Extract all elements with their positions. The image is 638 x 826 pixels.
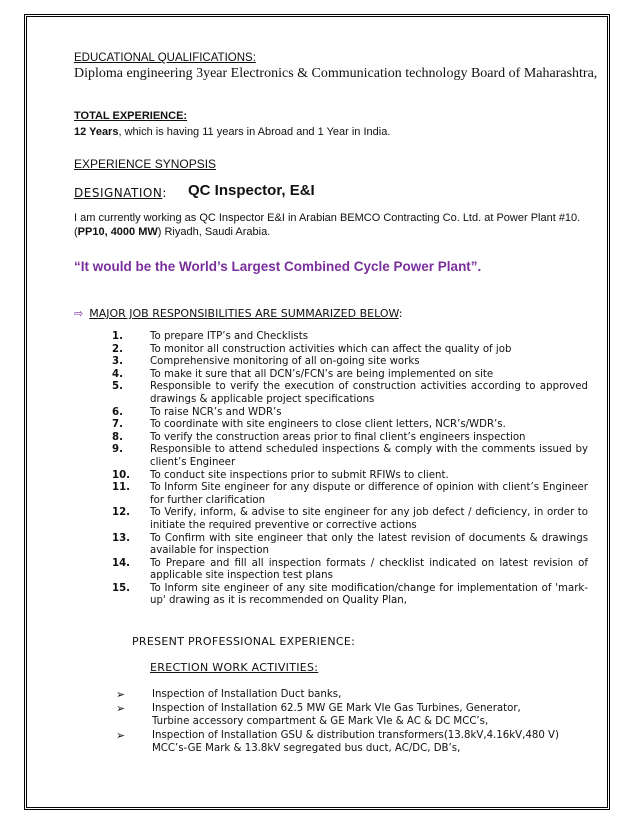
designation-label-text: DESIGNATION bbox=[74, 186, 163, 200]
list-item bbox=[116, 702, 586, 729]
item-number: 5. bbox=[112, 381, 123, 393]
erection-activities-list bbox=[116, 688, 586, 756]
list-item bbox=[104, 470, 588, 483]
item-text: To conduct site inspections prior to submit RFIWs to client. bbox=[150, 469, 449, 481]
item-text: To Inform Site engineer for any dispute or difference of opinion with client’s Engineer for further clarification bbox=[150, 482, 588, 506]
item-text: To raise NCR’s and WDR’s bbox=[150, 406, 282, 418]
item-text: Responsible to verify the execution of construction activities according to approved drawings & applicable project specifications bbox=[150, 381, 588, 405]
item-text: Comprehensive monitoring of all on-going site works bbox=[150, 356, 420, 368]
list-item bbox=[104, 432, 588, 445]
item-line: Inspection of Installation Duct banks, bbox=[152, 689, 342, 700]
item-line-continued: Turbine accessory compartment & GE Mark VIe & AC & DC MCC’s, bbox=[152, 716, 489, 727]
item-line: Inspection of Installation 62.5 MW GE Mark VIe Gas Turbines, Generator, bbox=[152, 702, 521, 714]
list-item bbox=[104, 507, 588, 532]
item-number: 2. bbox=[112, 343, 123, 355]
list-item bbox=[104, 419, 588, 432]
item-number: 11. bbox=[112, 482, 131, 494]
list-item bbox=[104, 583, 588, 608]
item-number: 10. bbox=[112, 469, 131, 481]
erection-activities-heading: ERECTION WORK ACTIVITIES: bbox=[150, 661, 319, 674]
designation-title: QC Inspector, E&I bbox=[188, 182, 315, 199]
item-number: 15. bbox=[112, 582, 131, 594]
item-text: To monitor all construction activities which can affect the quality of job bbox=[150, 343, 512, 355]
list-item bbox=[104, 381, 588, 406]
item-number: 14. bbox=[112, 557, 131, 569]
quote: “It would be the World’s Largest Combined Cycle Power Plant”. bbox=[74, 259, 482, 274]
list-item bbox=[104, 482, 588, 507]
list-item bbox=[116, 688, 586, 702]
designation-colon: : bbox=[162, 186, 167, 200]
list-item bbox=[104, 444, 588, 469]
education-text: Diploma engineering 3year Electronics & Communication technology Board of Maharashtra, bbox=[74, 66, 598, 81]
item-number: 6. bbox=[112, 406, 123, 418]
arrow-bullet-icon: ➢ bbox=[116, 688, 126, 701]
responsibilities-heading bbox=[74, 307, 402, 320]
responsibilities-heading-text: MAJOR JOB RESPONSIBILITIES ARE SUMMARIZED BELOW bbox=[89, 307, 399, 320]
item-number: 9. bbox=[112, 444, 123, 456]
item-number: 8. bbox=[112, 431, 123, 443]
item-number: 12. bbox=[112, 507, 131, 519]
list-item bbox=[104, 369, 588, 382]
item-text: To prepare ITP’s and Checklists bbox=[150, 331, 309, 342]
item-number: 7. bbox=[112, 419, 123, 431]
item-number: 1. bbox=[112, 331, 123, 342]
item-text: To make it sure that all DCN’s/FCN’s are being implemented on site bbox=[150, 368, 494, 380]
arrow-bullet-icon: ➢ bbox=[116, 728, 126, 742]
item-line-continued: MCC’s-GE Mark & 13.8kV segregated bus duct, AC/DC, DB’s, bbox=[152, 743, 461, 754]
experience-heading: TOTAL EXPERIENCE: bbox=[74, 110, 188, 122]
item-text: To Prepare and fill all inspection formats / checklist indicated on latest revision of applicable site inspection test plans bbox=[150, 557, 588, 582]
designation-label bbox=[74, 186, 167, 200]
list-item bbox=[104, 533, 588, 558]
experience-detail: , which is having 11 years in Abroad and 1 Year in India. bbox=[118, 126, 391, 138]
intro-bold: PP10, 4000 MW bbox=[77, 226, 158, 238]
present-experience-heading: PRESENT PROFESSIONAL EXPERIENCE: bbox=[132, 635, 356, 648]
synopsis-heading: EXPERIENCE SYNOPSIS bbox=[74, 157, 217, 171]
arrow-bullet-icon: ➢ bbox=[116, 701, 126, 715]
experience-years: 12 Years bbox=[74, 126, 119, 138]
intro-text-a: I am currently working as QC Inspector E&I in Arabian BEMCO Contracting Co. Ltd. at Power Plant #10. ( bbox=[74, 212, 581, 238]
item-line: Inspection of Installation GSU & distribution transformers(13.8kV,4.16kV,480 V) bbox=[152, 729, 559, 741]
intro-paragraph bbox=[74, 211, 588, 239]
item-text: To Inform site engineer of any site modification/change for implementation of 'mark-up' drawing as it is recommended on Quality Plan, bbox=[150, 582, 588, 607]
item-text: To verify the construction areas prior to final client’s engineers inspection bbox=[150, 431, 526, 443]
item-number: 13. bbox=[112, 532, 131, 544]
experience-text bbox=[74, 126, 390, 138]
responsibilities-list bbox=[104, 331, 588, 608]
education-heading: EDUCATIONAL QUALIFICATIONS: bbox=[74, 52, 256, 64]
item-number: 4. bbox=[112, 368, 123, 380]
list-item bbox=[104, 356, 588, 369]
responsibilities-colon: : bbox=[398, 307, 403, 320]
list-item bbox=[104, 407, 588, 420]
list-item bbox=[104, 331, 588, 344]
item-text: To coordinate with site engineers to close client letters, NCR’s/WDR’s. bbox=[150, 419, 506, 431]
list-item bbox=[104, 558, 588, 583]
right-arrow-icon: ⇨ bbox=[74, 307, 84, 320]
item-text: To Confirm with site engineer that only the latest revision of documents & drawings available for inspection bbox=[150, 532, 588, 557]
intro-text-b: ) Riyadh, Saudi Arabia. bbox=[157, 226, 271, 238]
item-text: Responsible to attend scheduled inspections & comply with the comments issued by client’s Engineer bbox=[150, 444, 588, 468]
list-item bbox=[116, 729, 586, 756]
item-number: 3. bbox=[112, 356, 123, 368]
list-item bbox=[104, 344, 588, 357]
item-text: To Verify, inform, & advise to site engineer for any job defect / deficiency, in order to initiate the required preventive or corrective actions bbox=[150, 507, 588, 531]
